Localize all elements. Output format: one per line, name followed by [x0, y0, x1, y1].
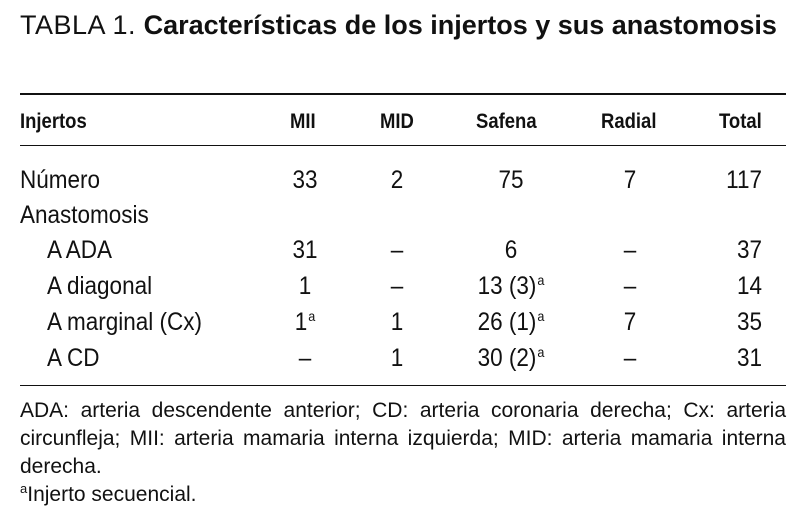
cell-mid-value: 1: [390, 308, 404, 336]
cell-total: [706, 269, 762, 303]
cell-mii: [274, 341, 337, 375]
cell-radial: [599, 341, 662, 375]
row-label: A ADA: [47, 236, 113, 264]
header-mii: MII: [290, 110, 316, 133]
top-rule: [20, 93, 786, 95]
cell-mid-value: 1: [390, 344, 404, 372]
cell-mid: [366, 341, 429, 375]
cell-mii-value: 33: [292, 166, 318, 194]
cell-mii-value: –: [298, 344, 312, 372]
abbreviations-note: ADA: arteria descendente anterior; CD: arteria coronaria derecha; Cx: arteria circunfleja; MII: arteria mamaria interna izquierda; MID: arteria mamaria interna derecha.: [20, 399, 786, 478]
cell-mii-value: 1: [298, 272, 312, 300]
footnote-a: [20, 481, 786, 509]
cell-mii: [274, 233, 337, 267]
cell-mid: [366, 305, 429, 339]
header-total: Total: [719, 110, 762, 133]
cell-safena: [453, 341, 570, 375]
cell-safena-value: 6: [504, 236, 518, 264]
table-row: [0, 305, 796, 339]
row-label: Número: [20, 166, 101, 194]
table-caption: Características de los injertos y sus anastomosis: [143, 10, 777, 40]
cell-mid-value: –: [390, 236, 404, 264]
cell-mii: [274, 305, 337, 339]
cell-total: [706, 341, 762, 375]
footnote-reference: a: [537, 272, 545, 288]
footnote-reference: a: [308, 308, 316, 324]
cell-mid: [366, 233, 429, 267]
row-label: Anastomosis: [20, 201, 149, 229]
cell-safena: [453, 233, 570, 267]
cell-safena: [453, 305, 570, 339]
row-label: A diagonal: [47, 272, 153, 300]
cell-mid-value: 2: [390, 166, 404, 194]
cell-radial: [599, 269, 662, 303]
cell-total: [706, 233, 762, 267]
footnote-text: Injerto secuencial.: [27, 483, 197, 506]
cell-safena-value: 75: [498, 166, 524, 194]
cell-mid-value: –: [390, 272, 404, 300]
table-row: [0, 233, 796, 267]
cell-mid: [366, 163, 429, 197]
cell-radial: [599, 163, 662, 197]
cell-total-value: 117: [726, 166, 762, 194]
cell-safena-value: 30 (2): [477, 344, 537, 372]
table-title: [20, 6, 780, 44]
table-row: [0, 341, 796, 375]
cell-radial: [599, 305, 662, 339]
footnote-reference: a: [537, 344, 545, 360]
cell-safena-value: 26 (1): [477, 308, 537, 336]
cell-total-value: 31: [736, 344, 762, 372]
cell-total: [706, 305, 762, 339]
cell-total: [706, 163, 762, 197]
cell-radial-value: –: [623, 272, 637, 300]
cell-mii-value: 1: [294, 308, 308, 336]
footnote-marker: a: [20, 481, 28, 496]
cell-safena: [453, 163, 570, 197]
table-row: [0, 198, 796, 232]
table-row: [0, 163, 796, 197]
cell-mii-value: 31: [292, 236, 318, 264]
table-number: TABLA 1.: [20, 10, 137, 40]
header-mid: MID: [380, 110, 414, 133]
cell-total-value: 14: [736, 272, 762, 300]
footnotes: [20, 397, 786, 509]
cell-mii: [274, 269, 337, 303]
cell-total-value: 37: [736, 236, 762, 264]
row-label: A marginal (Cx): [47, 308, 203, 336]
table-row: [0, 269, 796, 303]
cell-radial: [599, 233, 662, 267]
cell-safena: [453, 269, 570, 303]
header-safena: Safena: [476, 110, 537, 133]
row-label: A CD: [47, 344, 100, 372]
cell-safena-value: 13 (3): [477, 272, 537, 300]
cell-radial-value: –: [623, 344, 637, 372]
cell-total-value: 35: [736, 308, 762, 336]
cell-radial-value: 7: [623, 166, 637, 194]
cell-mid: [366, 269, 429, 303]
cell-radial-value: –: [623, 236, 637, 264]
bottom-rule: [20, 385, 786, 386]
cell-mii: [274, 163, 337, 197]
cell-radial-value: 7: [623, 308, 637, 336]
header-injertos: Injertos: [20, 110, 87, 133]
header-radial: Radial: [601, 110, 657, 133]
footnote-reference: a: [537, 308, 545, 324]
header-rule: [20, 145, 786, 146]
